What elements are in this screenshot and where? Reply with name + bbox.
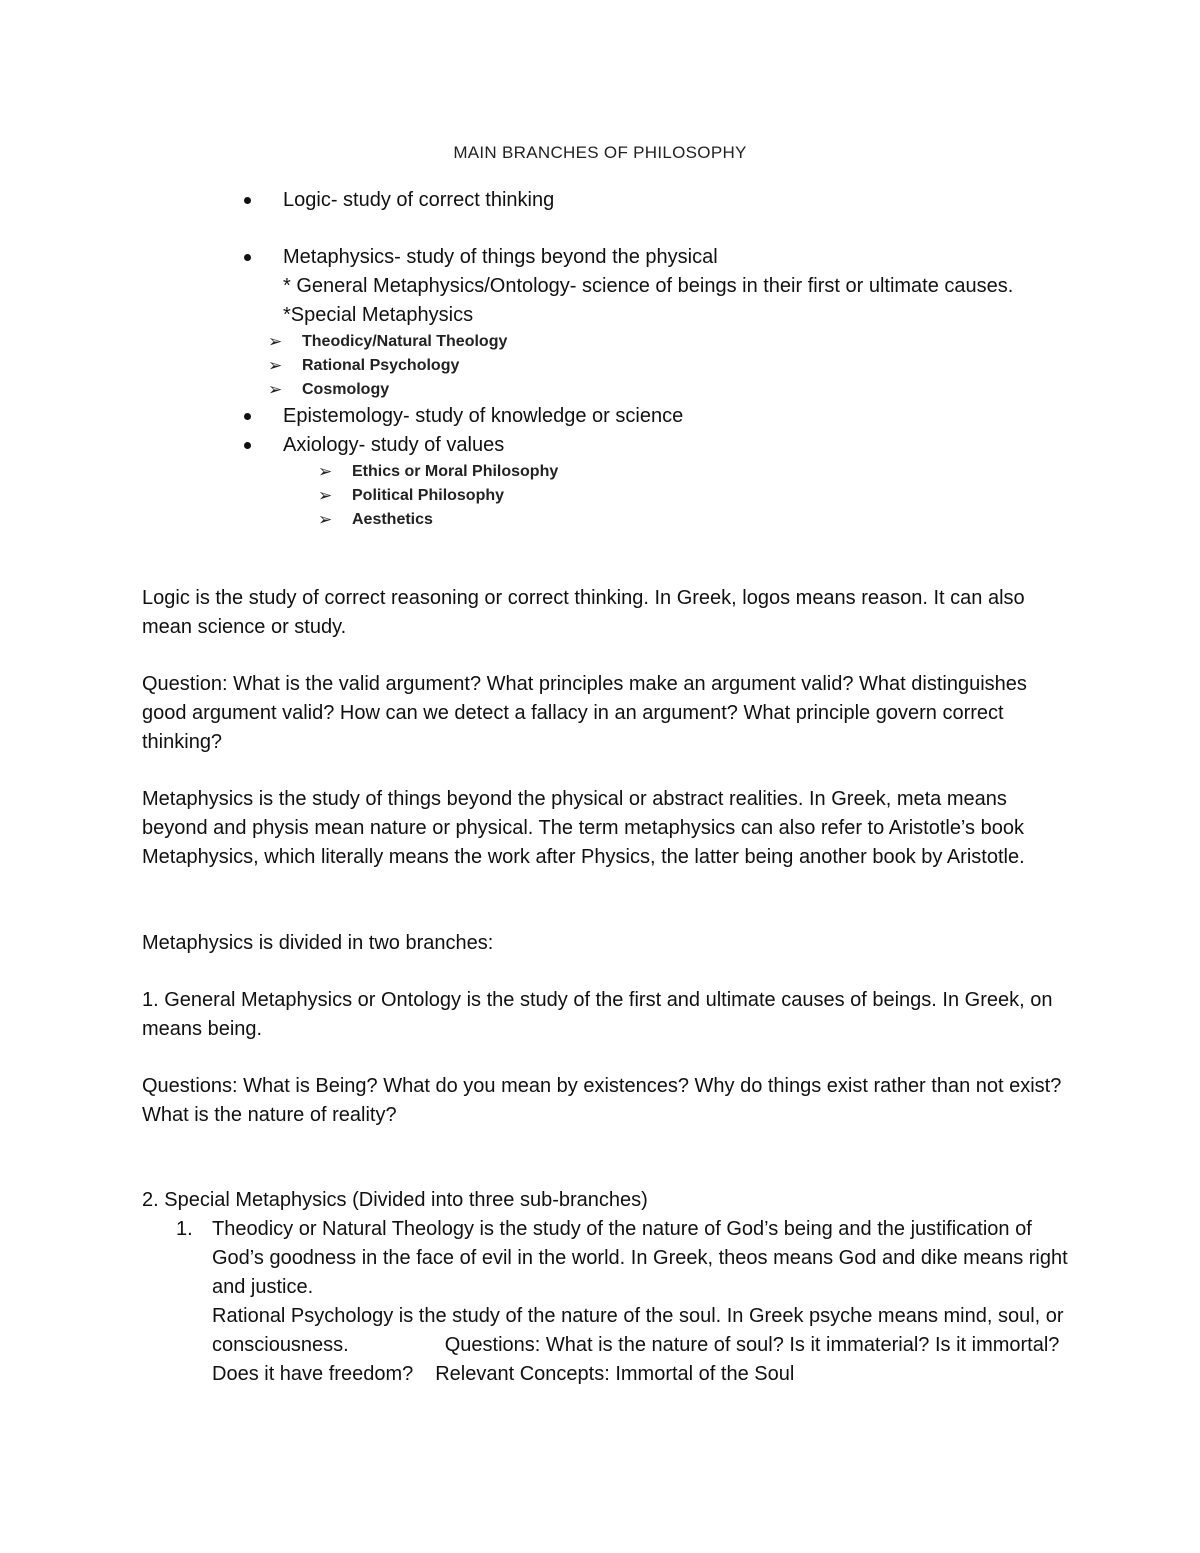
axiology-item-ethics: ➢ Ethics or Moral Philosophy <box>0 460 1200 484</box>
numbered-list <box>0 1215 1200 1389</box>
axiology-item-political: ➢ Political Philosophy <box>0 484 1200 508</box>
outline-item-epistemology: Epistemology- study of knowledge or science <box>0 402 1200 431</box>
outline-item-metaphysics: Metaphysics- study of things beyond the physical * General Metaphysics/Ontology- science of beings in their first or ultimate causes. *Special Metaphysics <box>0 243 1200 330</box>
arrow-bullet-icon: ➢ <box>268 356 283 375</box>
branches-outline <box>0 186 1200 532</box>
axiology-item-aesthetics: ➢ Aesthetics <box>0 508 1200 532</box>
general-metaphysics-note: * General Metaphysics/Ontology- science of beings in their first or ultimate causes. <box>283 275 1014 297</box>
outline-item-logic: Logic- study of correct thinking <box>0 186 1200 215</box>
paragraph-general-metaphysics: 1. General Metaphysics or Ontology is the study of the first and ultimate causes of beings. In Greek, on means being. <box>142 989 1053 1040</box>
special-item-theodicy: ➢ Theodicy/Natural Theology <box>0 330 1200 354</box>
rational-psychology-questions: Questions: What is the nature of soul? Is it immaterial? Is it immortal? Does it have freedom? <box>212 1334 1060 1385</box>
list-number: 1. <box>176 1218 193 1240</box>
arrow-bullet-icon: ➢ <box>268 332 283 351</box>
rational-psychology-text: Rational Psychology is the study of the nature of the soul. In Greek psyche means mind, soul, or consciousness. Questions: What is the nature of soul? Is it immaterial? Is it immortal? Does it have freedom? Relevant Concepts: Immortal of the Soul <box>212 1305 1064 1385</box>
paragraph-metaphysics-division: Metaphysics is divided in two branches: <box>142 932 494 954</box>
arrow-bullet-icon: ➢ <box>318 486 333 505</box>
numbered-item-theodicy: 1. Theodicy or Natural Theology is the study of the nature of God’s being and the justification of God’s goodness in the face of evil in the world. In Greek, theos means God and dike means right and justice. Rational Psychology is the study of the nature of the soul. In Greek psyche means mind, soul, or consciousness. Questions: What is the nature of soul? Is it immaterial? Is it immortal? Does it have freedom? Relevant Concepts: Immortal of the Soul <box>0 1215 1072 1389</box>
special-item-cosmology: ➢ Cosmology <box>0 378 1200 402</box>
rational-psychology-concepts: Relevant Concepts: Immortal of the Soul <box>435 1363 795 1385</box>
paragraph-metaphysics: Metaphysics is the study of things beyond the physical or abstract realities. In Greek, meta means beyond and physis mean nature or physical. The term metaphysics can also refer to Aristotle’s book Metaphysics, which literally means the work after Physics, the latter being another book by Aristotle. <box>142 788 1025 868</box>
paragraph-ontology-questions: Questions: What is Being? What do you mean by existences? Why do things exist rather than not exist? What is the nature of reality? <box>142 1075 1062 1126</box>
paragraph-special-metaphysics: 2. Special Metaphysics (Divided into three sub-branches) <box>142 1189 648 1211</box>
arrow-bullet-icon: ➢ <box>318 462 333 481</box>
bullet-icon <box>244 197 251 204</box>
paragraph-logic-questions: Question: What is the valid argument? What principles make an argument valid? What distinguishes good argument valid? How can we detect a fallacy in an argument? What principle govern correct thinking? <box>142 673 1027 753</box>
bullet-icon <box>244 442 251 449</box>
special-item-rational-psychology: ➢ Rational Psychology <box>0 354 1200 378</box>
arrow-bullet-icon: ➢ <box>318 510 333 529</box>
arrow-bullet-icon: ➢ <box>268 380 283 399</box>
paragraph-logic: Logic is the study of correct reasoning or correct thinking. In Greek, logos means reason. It can also mean science or study. <box>142 587 1025 638</box>
bullet-icon <box>244 413 251 420</box>
bullet-icon <box>244 254 251 261</box>
page-title: MAIN BRANCHES OF PHILOSOPHY <box>453 143 747 162</box>
outline-item-axiology: Axiology- study of values <box>0 431 1200 460</box>
special-metaphysics-note: *Special Metaphysics <box>283 304 474 326</box>
